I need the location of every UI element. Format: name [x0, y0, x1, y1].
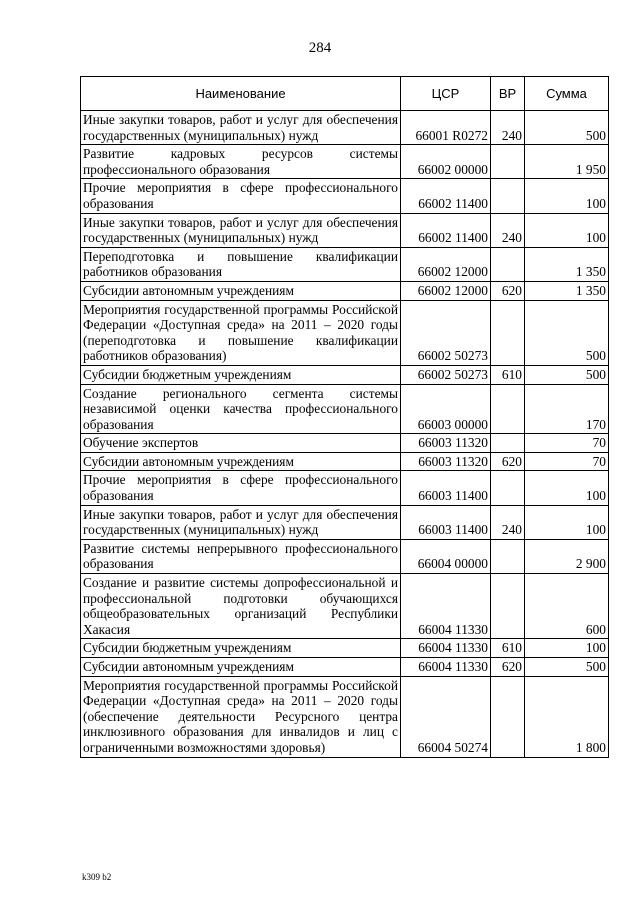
row-sum: 100 — [525, 213, 609, 247]
table-row — [81, 384, 609, 434]
row-sum: 100 — [525, 505, 609, 539]
row-vr — [491, 434, 525, 453]
row-vr — [491, 676, 525, 757]
row-csr: 66002 12000 — [401, 247, 491, 281]
row-csr: 66002 12000 — [401, 281, 491, 300]
table-row — [81, 658, 609, 677]
row-name: Прочие мероприятия в сфере профессионального образования — [81, 179, 401, 213]
row-sum: 100 — [525, 179, 609, 213]
table-row — [81, 471, 609, 505]
table-row — [81, 179, 609, 213]
row-sum: 70 — [525, 434, 609, 453]
row-name: Мероприятия государственной программы Российской Федерации «Доступная среда» на 2011 – 2020 годы (обеспечение деятельности Ресурсного центра инклюзивного образования для инвалидов и лиц с ограниченными возможностями здоровья) — [81, 676, 401, 757]
row-name: Прочие мероприятия в сфере профессионального образования — [81, 471, 401, 505]
row-vr: 610 — [491, 365, 525, 384]
row-sum: 500 — [525, 300, 609, 365]
row-vr — [491, 145, 525, 179]
row-csr: 66004 11330 — [401, 574, 491, 639]
row-csr: 66003 11320 — [401, 434, 491, 453]
header-name: Наименование — [81, 77, 401, 111]
row-name: Субсидии автономным учреждениям — [81, 658, 401, 677]
row-vr: 610 — [491, 639, 525, 658]
row-name: Субсидии бюджетным учреждениям — [81, 639, 401, 658]
row-name: Создание и развитие системы допрофессиональной и профессиональной подготовки обучающихся общеобразовательных организаций Республики Хакасия — [81, 574, 401, 639]
header-sum: Сумма — [525, 77, 609, 111]
row-sum: 100 — [525, 471, 609, 505]
row-name: Иные закупки товаров, работ и услуг для обеспечения государственных (муниципальных) нужд — [81, 111, 401, 145]
row-name: Субсидии автономным учреждениям — [81, 281, 401, 300]
row-csr: 66003 11400 — [401, 471, 491, 505]
row-sum: 1 800 — [525, 676, 609, 757]
row-sum: 2 900 — [525, 539, 609, 573]
table-row — [81, 145, 609, 179]
table-row — [81, 213, 609, 247]
row-name: Иные закупки товаров, работ и услуг для обеспечения государственных (муниципальных) нужд — [81, 213, 401, 247]
budget-table — [80, 76, 609, 758]
table-row — [81, 505, 609, 539]
header-vr: ВР — [491, 77, 525, 111]
row-sum: 170 — [525, 384, 609, 434]
table-row — [81, 574, 609, 639]
table-header-row — [81, 77, 609, 111]
row-sum: 1 350 — [525, 281, 609, 300]
row-csr: 66003 11320 — [401, 452, 491, 471]
table-body — [81, 111, 609, 758]
row-name: Обучение экспертов — [81, 434, 401, 453]
row-sum: 500 — [525, 365, 609, 384]
row-name: Переподготовка и повышение квалификации работников образования — [81, 247, 401, 281]
row-vr — [491, 300, 525, 365]
row-sum: 1 950 — [525, 145, 609, 179]
row-name: Создание регионального сегмента системы независимой оценки качества профессионального образования — [81, 384, 401, 434]
header-csr: ЦСР — [401, 77, 491, 111]
row-name: Субсидии автономным учреждениям — [81, 452, 401, 471]
row-csr: 66004 50274 — [401, 676, 491, 757]
row-csr: 66004 00000 — [401, 539, 491, 573]
row-vr — [491, 384, 525, 434]
row-name: Развитие системы непрерывного профессионального образования — [81, 539, 401, 573]
row-csr: 66003 00000 — [401, 384, 491, 434]
table-row — [81, 434, 609, 453]
page-number: 284 — [308, 40, 332, 56]
row-vr — [491, 247, 525, 281]
row-csr: 66002 11400 — [401, 213, 491, 247]
table-row — [81, 676, 609, 757]
row-name: Развитие кадровых ресурсов системы профессионального образования — [81, 145, 401, 179]
row-sum: 100 — [525, 639, 609, 658]
row-vr — [491, 574, 525, 639]
row-vr: 620 — [491, 281, 525, 300]
row-sum: 70 — [525, 452, 609, 471]
row-vr — [491, 539, 525, 573]
row-vr: 240 — [491, 505, 525, 539]
table-row — [81, 539, 609, 573]
table-row — [81, 365, 609, 384]
row-sum: 500 — [525, 658, 609, 677]
row-vr — [491, 179, 525, 213]
row-name: Иные закупки товаров, работ и услуг для обеспечения государственных (муниципальных) нужд — [81, 505, 401, 539]
row-csr: 66001 R0272 — [401, 111, 491, 145]
row-sum: 500 — [525, 111, 609, 145]
row-sum: 1 350 — [525, 247, 609, 281]
row-vr: 620 — [491, 658, 525, 677]
table-row — [81, 452, 609, 471]
row-csr: 66002 50273 — [401, 300, 491, 365]
row-name: Мероприятия государственной программы Российской Федерации «Доступная среда» на 2011 – 2020 годы (переподготовка и повышение квалификации работников образования) — [81, 300, 401, 365]
footer-code: k309 b2 — [82, 872, 112, 882]
row-csr: 66002 11400 — [401, 179, 491, 213]
row-vr: 240 — [491, 111, 525, 145]
row-sum: 600 — [525, 574, 609, 639]
table-row — [81, 111, 609, 145]
table-row — [81, 300, 609, 365]
table-row — [81, 247, 609, 281]
table-row — [81, 639, 609, 658]
row-csr: 66004 11330 — [401, 658, 491, 677]
row-vr: 240 — [491, 213, 525, 247]
row-vr: 620 — [491, 452, 525, 471]
row-csr: 66003 11400 — [401, 505, 491, 539]
table-row — [81, 281, 609, 300]
row-name: Субсидии бюджетным учреждениям — [81, 365, 401, 384]
row-csr: 66002 50273 — [401, 365, 491, 384]
row-vr — [491, 471, 525, 505]
row-csr: 66002 00000 — [401, 145, 491, 179]
row-csr: 66004 11330 — [401, 639, 491, 658]
